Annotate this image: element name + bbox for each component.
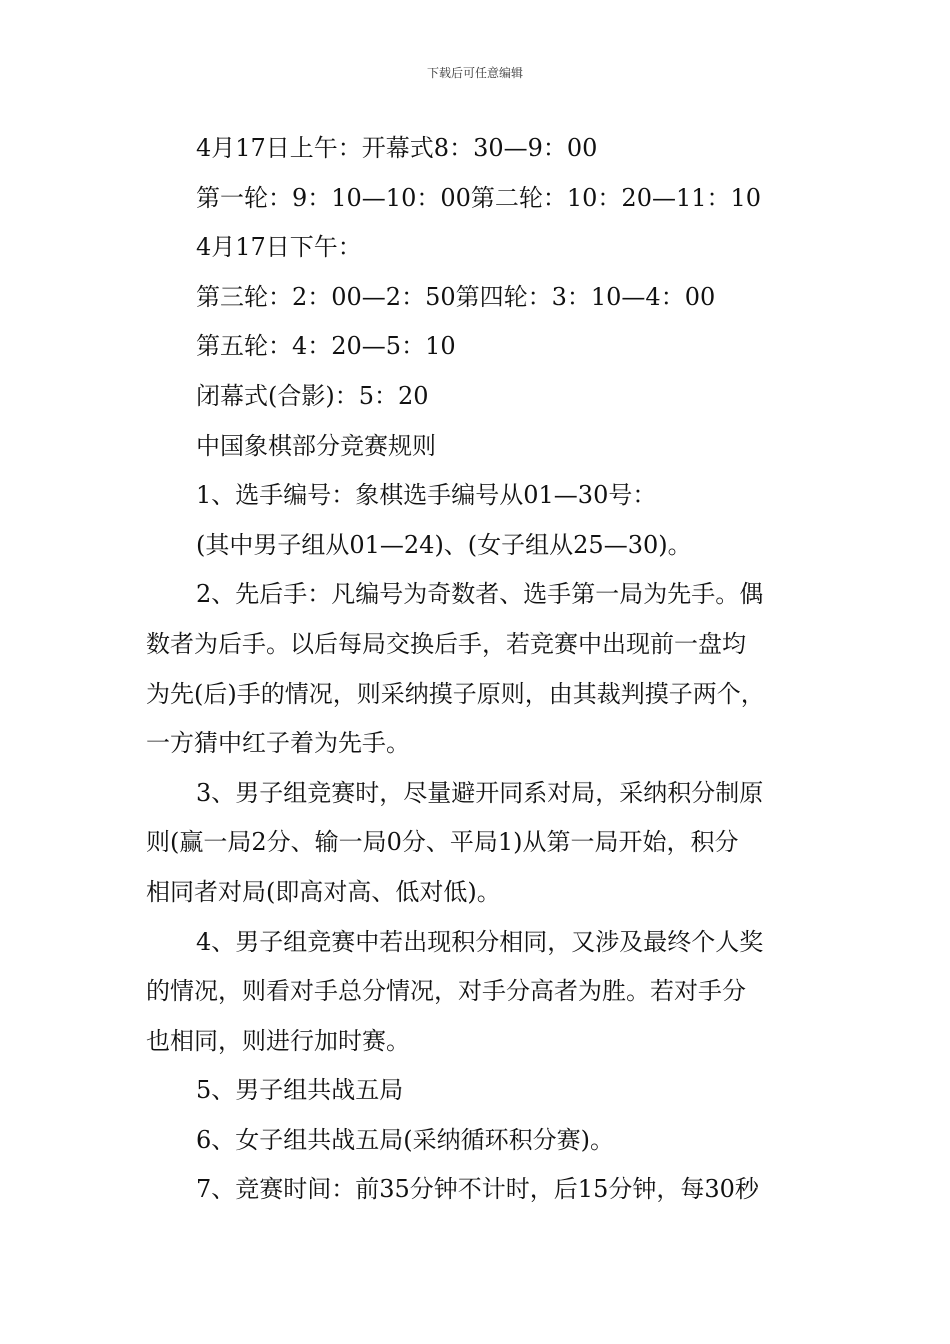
document-body xyxy=(146,124,826,1215)
schedule-round-5: 第五轮：4：20—5：10 xyxy=(196,332,456,361)
page-header: 下载后可任意编辑 xyxy=(426,66,523,80)
rule-2-line-2: 数者为后手。以后每局交换后手，若竞赛中出现前一盘均 xyxy=(146,629,746,658)
rule-4-line-3: 也相同，则进行加时赛。 xyxy=(146,1026,410,1055)
rule-2-line-1: 2、先后手：凡编号为奇数者、选手第一局为先手。偶 xyxy=(196,580,764,609)
rule-6: 6、女子组共战五局(采纳循环积分赛)。 xyxy=(196,1125,614,1154)
rule-2-line-4: 一方猜中红子着为先手。 xyxy=(146,729,410,758)
rule-5: 5、男子组共战五局 xyxy=(196,1076,404,1105)
rule-1-line-2: (其中男子组从01—24)、(女子组从25—30)。 xyxy=(196,530,692,559)
rule-4-line-2: 的情况，则看对手总分情况，对手分高者为胜。若对手分 xyxy=(146,977,746,1006)
rule-1-line-1: 1、选手编号：象棋选手编号从01—30号： xyxy=(196,481,657,510)
schedule-afternoon: 4月17日下午： xyxy=(196,233,362,262)
rule-3-line-2: 则(赢一局2分、输一局0分、平局1)从第一局开始，积分 xyxy=(146,828,739,857)
rule-7-line-1: 7、竞赛时间：前35分钟不计时，后15分钟，每30秒 xyxy=(196,1175,759,1204)
schedule-round-3-4: 第三轮：2：00—2：50第四轮：3：10—4：00 xyxy=(196,282,716,311)
rule-3-line-1: 3、男子组竞赛时，尽量避开同系对局，采纳积分制原 xyxy=(196,778,764,807)
schedule-round-1-2: 第一轮：9：10—10：00第二轮：10：20—11：10 xyxy=(196,183,762,212)
schedule-closing: 闭幕式(合影)：5：20 xyxy=(196,381,429,410)
rule-4-line-1: 4、男子组竞赛中若出现积分相同，又涉及最终个人奖 xyxy=(196,927,764,956)
rule-2-line-3: 为先(后)手的情况，则采纳摸子原则，由其裁判摸子两个， xyxy=(146,679,765,708)
rules-title: 中国象棋部分竞赛规则 xyxy=(196,431,436,460)
rule-3-line-3: 相同者对局(即高对高、低对低)。 xyxy=(146,877,501,906)
schedule-morning: 4月17日上午：开幕式8：30—9：00 xyxy=(196,134,598,162)
